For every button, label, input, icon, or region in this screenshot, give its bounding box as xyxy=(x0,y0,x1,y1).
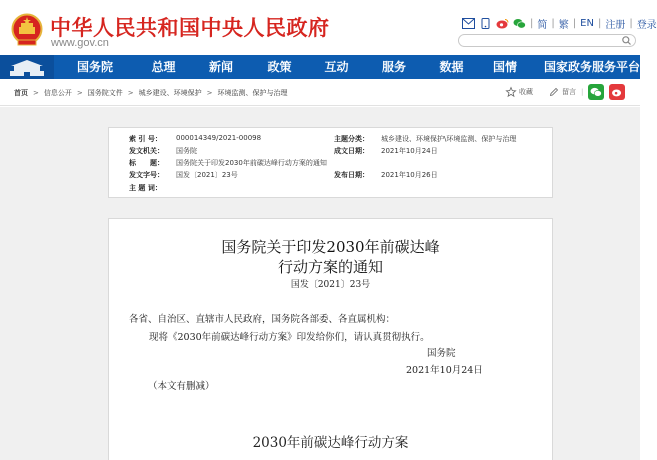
top-links xyxy=(462,16,657,31)
register-link[interactable]: 注册 xyxy=(605,20,626,31)
separator: | xyxy=(530,18,534,29)
issuer-label: 发文机关： xyxy=(129,147,164,155)
title-value: 国务院关于印发2030年前碳达峰行动方案的通知 xyxy=(176,159,327,167)
search-icon[interactable] xyxy=(622,36,631,45)
abridged-note: （本文有删减） xyxy=(148,381,215,392)
national-emblem-icon[interactable] xyxy=(11,13,43,47)
separator: | xyxy=(629,18,633,29)
nav-policies[interactable]: 政策 xyxy=(267,60,292,74)
breadcrumb-path xyxy=(14,88,288,98)
nav-news[interactable]: 新闻 xyxy=(208,60,233,74)
nav-interaction[interactable]: 互动 xyxy=(324,60,349,74)
breadcrumb xyxy=(0,79,640,106)
search-input[interactable] xyxy=(458,34,636,47)
star-icon xyxy=(506,87,516,97)
email-icon[interactable] xyxy=(462,18,475,29)
nav-national-conditions[interactable]: 国情 xyxy=(492,60,517,74)
separator: | xyxy=(551,18,555,29)
issuer-value: 国务院 xyxy=(176,147,197,155)
addressee: 各省、自治区、直辖市人民政府，国务院各部委、各直属机构： xyxy=(129,314,396,325)
site-name[interactable]: 中华人民共和国中央人民政府 xyxy=(50,16,330,40)
written-date-label: 成文日期： xyxy=(334,147,369,155)
body-paragraph: 现将《2030年前碳达峰行动方案》印发给你们，请认真贯彻执行。 xyxy=(149,332,430,343)
breadcrumb-separator: > xyxy=(206,89,213,97)
category-label: 主题分类： xyxy=(334,135,369,143)
tiananmen-icon xyxy=(0,55,54,79)
simplified-chinese-link[interactable]: 简 xyxy=(537,20,548,31)
weibo-icon[interactable] xyxy=(496,18,509,29)
separator: | xyxy=(581,88,584,96)
favorite-button[interactable] xyxy=(506,87,533,97)
category-value: 城乡建设、环境保护\环境监测、保护与治理 xyxy=(381,135,517,143)
main-nav xyxy=(0,55,640,79)
comment-button[interactable] xyxy=(549,87,576,97)
wechat-share-button[interactable] xyxy=(588,84,604,100)
nav-services[interactable]: 服务 xyxy=(381,60,406,74)
document-metadata-table xyxy=(108,127,553,198)
meta-row xyxy=(109,158,552,170)
mobile-icon[interactable] xyxy=(479,18,492,29)
meta-row xyxy=(109,134,552,146)
breadcrumb-state-council-docs[interactable]: 国务院文件 xyxy=(87,89,123,97)
index-number-label: 索 引 号： xyxy=(129,135,162,143)
breadcrumb-separator: > xyxy=(33,89,39,97)
plan-title: 2030年前碳达峰行动方案 xyxy=(252,435,409,451)
weibo-share-button[interactable] xyxy=(609,84,625,100)
published-date-value: 2021年10月26日 xyxy=(381,171,438,179)
signature: 国务院 xyxy=(427,348,456,359)
nav-data[interactable]: 数据 xyxy=(439,60,464,74)
wechat-icon[interactable] xyxy=(513,18,526,29)
breadcrumb-environment[interactable]: 环境监测、保护与治理 xyxy=(217,89,288,97)
tiananmen-logo[interactable] xyxy=(0,55,54,79)
nav-gov-service-platform[interactable]: 国家政务服务平台 xyxy=(544,60,641,74)
pencil-icon xyxy=(549,87,559,97)
favorite-label: 收藏 xyxy=(519,88,533,96)
title-label: 标 题： xyxy=(129,159,164,167)
comment-label: 留言 xyxy=(562,88,576,96)
meta-row xyxy=(109,183,552,195)
separator: | xyxy=(597,18,602,29)
doc-number-value: 国发〔2021〕23号 xyxy=(176,171,238,179)
document-number: 国发〔2021〕23号 xyxy=(290,280,371,290)
keywords-label: 主 题 词： xyxy=(129,184,162,192)
site-header xyxy=(0,0,657,55)
nav-premier[interactable]: 总理 xyxy=(151,60,176,74)
weibo-share-icon xyxy=(611,87,623,97)
separator: | xyxy=(572,18,577,29)
document-body xyxy=(108,218,553,460)
doc-number-label: 发文字号： xyxy=(129,171,164,179)
breadcrumb-urban-rural[interactable]: 城乡建设、环境保护 xyxy=(138,89,202,97)
breadcrumb-home[interactable]: 首页 xyxy=(14,89,28,97)
nav-state-council[interactable]: 国务院 xyxy=(76,60,113,74)
document-title-line-2: 行动方案的通知 xyxy=(277,258,383,276)
traditional-chinese-link[interactable]: 繁 xyxy=(558,20,569,31)
index-number-value: 000014349/2021-00098 xyxy=(176,134,262,142)
login-link[interactable]: 登录 xyxy=(636,20,657,31)
wechat-share-icon xyxy=(590,87,602,97)
document-title-line-1: 国务院关于印发2030年前碳达峰 xyxy=(221,238,440,256)
breadcrumb-separator: > xyxy=(76,89,83,97)
breadcrumb-info-disclosure[interactable]: 信息公开 xyxy=(43,89,72,97)
page-tools xyxy=(506,84,625,100)
meta-row xyxy=(109,170,552,182)
written-date-value: 2021年10月24日 xyxy=(381,147,438,155)
site-url[interactable]: www.gov.cn xyxy=(51,37,109,49)
english-link[interactable]: EN xyxy=(580,18,594,29)
meta-row xyxy=(109,146,552,158)
published-date-label: 发布日期： xyxy=(334,171,369,179)
breadcrumb-separator: > xyxy=(127,89,134,97)
issue-date: 2021年10月24日 xyxy=(406,365,483,376)
